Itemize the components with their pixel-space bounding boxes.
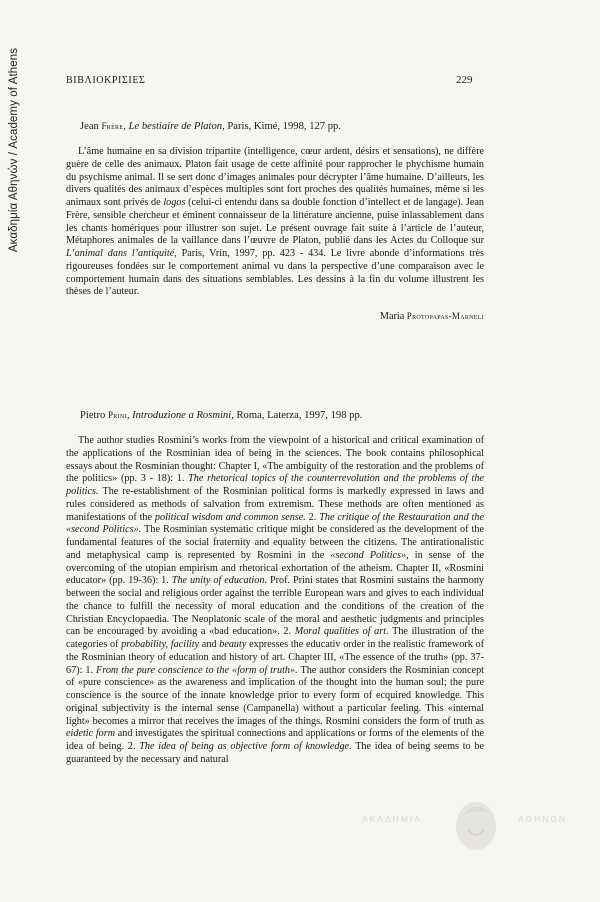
author-last: Prini (107, 410, 127, 420)
body-text: Prof. Prini states that Rosmini sustains the harmony between the social and religious order against the terrible European wars and gives to each individual the chance to fulfill the necessity of moral education and the conditions of the creation of the Christian Encyclopaedia. The Neoplatonic scale of the moral and aesthetic judgments and principles can be encouraged by avoiding a «bad education». 2. (66, 575, 485, 638)
page-number: 229 (456, 74, 473, 86)
body-text: The re-establishment of the Rosminian political forms is markedly expressed in laws and rules considered as methods of salvation from extremism. These methods are often mentioned as manifestations of the (66, 486, 484, 523)
reviewer-last: Protopapas-Marneli (406, 311, 484, 321)
body-text: and (199, 639, 220, 650)
running-head: ΒΙΒΛΙΟΚΡΙΣΙΕΣ (66, 75, 146, 86)
author-last: Frère (101, 121, 124, 131)
citation-frere (80, 121, 484, 132)
author-first: Pietro (80, 410, 108, 421)
body-italic: logos (163, 197, 186, 208)
body-text: The Rosminian systematic critique might be considered as the development of the fundamental features of the social fraternity and equality between the citizens. The antirationalistic and metaphysical camp is represented by Rosmini in the (66, 524, 485, 561)
archive-sidebar-label (2, 30, 26, 270)
book-title: Introduzione a Rosmini (132, 410, 232, 421)
body-text: (celui-ci entendu dans sa double fonction d’intellect et de langage). Jean Frère, sensible chercheur et éminent connaisseur de la littérature ancienne, puise inlassablement dans les chants homériques pour illustrer son sujet. Le présent ouvrage fait suite à l’article de l’auteur, Métaphores animales de la vaillance dans l’œuvre de Platon, publié dans les Actes du Colloque sur (66, 197, 484, 247)
publication-info: , Roma, Laterza, 1997, 198 pp. (231, 410, 363, 421)
reviewer-first: Maria (379, 311, 407, 322)
body-italic: From the pure conscience to the «form of truth». (96, 664, 298, 676)
body-italic: beauty (219, 639, 247, 650)
body-text: 2. (305, 511, 320, 523)
watermark-text-right: ΑΘΗΝΩΝ (518, 814, 567, 824)
review-frere (66, 121, 484, 322)
book-title: Le bestiaire de Platon (128, 121, 223, 132)
body-italic: political wisdom and common sense. (154, 511, 306, 523)
body-text: The illustration of the categories of (66, 626, 485, 650)
body-italic: The unity of education. (171, 575, 267, 587)
body-text: The idea of being seems to be guaranteed by the necessary and natural (66, 741, 484, 765)
review-body (66, 435, 484, 767)
author-first: Jean (80, 121, 102, 132)
body-italic: Moral qualities of art. (294, 626, 389, 638)
body-text: , in sense of the overcoming of the utopian empirism and rhetorical exhortation of the atheism. Chapter II, «Rosmini educator» (pp. 19-36): 1. (66, 549, 484, 587)
citation-separator: , (126, 410, 133, 421)
archive-sidebar-text: Ακαδημία Αθηνών / Academy of Athens (8, 47, 20, 253)
publication-info: , Paris, Kimé, 1998, 127 pp. (222, 121, 341, 132)
body-text: , Paris, Vrin, 1997, pp. 423 - 434. Le livre abonde d’informations très rigoureuses fondées sur le comportement animal vu dans la perspective d’une comparaison avec le comportement humain dans des situations semblables. Les dessins à la fin du volume illustrent les thèses de l’auteur. (66, 248, 484, 298)
body-text: expresses the educativ order in the realistic framework of the Rosminian theory of education and history of art. Chapter III, «The essence of the truth» (pp. 37-67): 1. (66, 639, 485, 676)
body-text: The author studies Rosmini’s works from the viewpoint of a historical and critical examination of the applications of the Rosminian idea of being in the sciences. The book contains philosophical essays about the Rosminian thought: Chapter I, «The ambiguity of the restoration and the problems of the politics» (pp. 3 - 18): 1. (66, 435, 484, 485)
review-prini (66, 410, 484, 767)
review-body (66, 146, 484, 299)
body-italic: «second Politics» (330, 549, 407, 561)
body-italic: eidetic form (66, 728, 116, 740)
body-italic: The rhetorical topics of the counterrevolution and the problems of the politics. (66, 473, 484, 497)
body-text: The author considers the Rosminian concept of «pure conscience» as the awareness and implication of the thought into the human soul; the pure conscience is the source of the innate knowledge prior to every form of ecquired knowledge. This original subjectivity is the internal sense (Campanella) without a particular feeling. This «internal light» becomes a mirror that receives the images of the things. Rosmini considers the form of truth as (66, 664, 484, 727)
body-italic: probability, facility (121, 639, 200, 650)
body-text: and investigates the spiritual connections and applications or forms of the elements of the idea of being. 2. (66, 728, 485, 752)
citation-separator: , (123, 121, 129, 132)
body-italic: The idea of being as objective form of knowledge. (139, 741, 352, 752)
citation-prini (80, 410, 484, 421)
body-italic: The critique of the Restauration and the «second Politics». (66, 511, 484, 536)
academy-watermark (360, 796, 590, 856)
athena-head-icon (448, 796, 504, 854)
body-text: L’âme humaine en sa division tripartite (intelligence, cœur ardent, désirs et sensations), ne diffère guère de celle des animaux. Platon fait usage de cette affinité pour rapprocher le phychisme humain du psychisme animal. Il se sert donc d’images animales pour décrypter l’âme humaine. D’ailleurs, les divers qualités des animaux d’espèces multiples sont fort proches des qualités humaines, même si les animaux sont privés de (66, 146, 484, 208)
watermark-text-left: ΑΚΑΔΗΜΙΑ (362, 814, 422, 824)
body-italic: L’animal dans l’antiquité (66, 248, 175, 259)
reviewer-signature (66, 311, 484, 322)
